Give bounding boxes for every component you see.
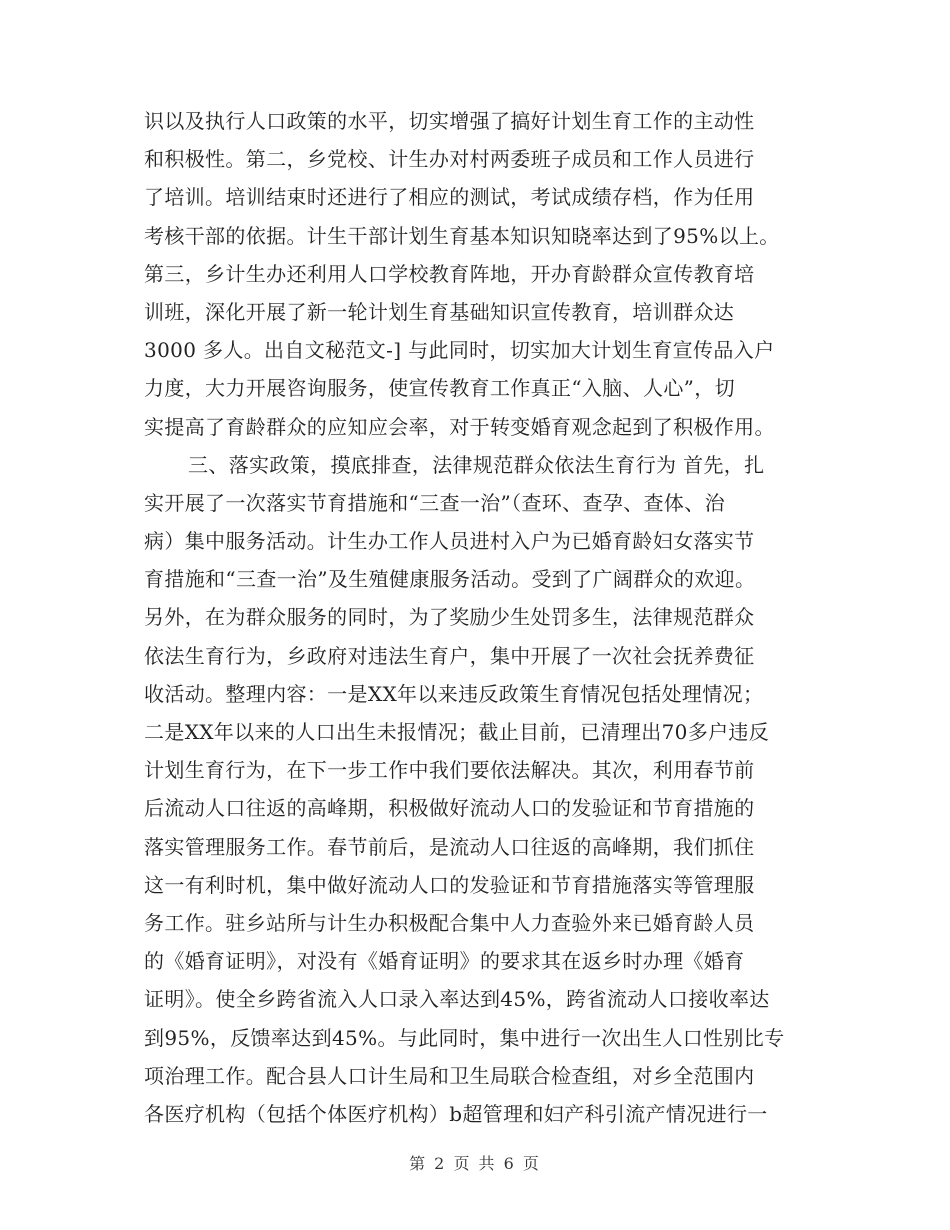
text-line: 实开展了一次落实节育措施和“三查一治”（查环、查孕、查体、治 [144, 490, 725, 515]
text-line: 和积极性。第二，乡党校、计生办对村两委班子成员和工作人员进行 [144, 147, 755, 172]
text-line: 考核干部的依据。计生干部计划生育基本知识知晓率达到了95%以上。 [144, 223, 780, 248]
text-line: 了培训。培训结束时还进行了相应的测试，考试成绩存档，作为任用 [144, 185, 755, 210]
text-line: 这一有利时机，集中做好流动人口的发验证和节育措施落实等管理服 [144, 872, 755, 897]
text-line: 各医疗机构（包括个体医疗机构）b超管理和妇产科引流产情况进行一 [144, 1101, 768, 1126]
text-line: 项治理工作。配合县人口计生局和卫生局联合检查组，对乡全范围内 [144, 1063, 755, 1088]
text-line: 识以及执行人口政策的水平，切实增强了搞好计划生育工作的主动性 [144, 109, 755, 133]
text-line: 后流动人口往返的高峰期，积极做好流动人口的发验证和节育措施的 [144, 796, 755, 821]
text-line: 病）集中服务活动。计生办工作人员进村入户为已婚育龄妇女落实节 [144, 529, 755, 554]
text-line: 二是XX年以来的人口出生未报情况；截止目前，已清理出70多户违反 [144, 720, 770, 744]
text-line: 计划生育行为，在下一步工作中我们要依法解决。其次，利用春节前 [144, 758, 755, 783]
page-footer: 第 2 页 共 6 页 [409, 1154, 541, 1173]
text-line: 实提高了育龄群众的应知应会率，对于转变婚育观念起到了积极作用。 [144, 414, 775, 439]
text-line: 育措施和“三查一治”及生殖健康服务活动。受到了广阔群众的欢迎。 [144, 567, 756, 592]
text-line: 力度，大力开展咨询服务，使宣传教育工作真正“入脑、人心”，切 [144, 376, 735, 401]
text-line: 3000 多人。出自文秘范文-] 与此同时，切实加大计划生育宣传品入户 [144, 338, 775, 363]
text-line: 落实管理服务工作。春节前后，是流动人口往返的高峰期，我们抓住 [144, 834, 755, 859]
text-line: 依法生育行为，乡政府对违法生育户，集中开展了一次社会抚养费征 [144, 643, 755, 668]
text-line: 三、落实政策，摸底排查，法律规范群众依法生育行为 首先，扎 [188, 452, 765, 477]
text-line: 的《婚育证明》，对没有《婚育证明》的要求其在返乡时办理《婚育 [144, 949, 745, 974]
text-line: 务工作。驻乡站所与计生办积极配合集中人力查验外来已婚育龄人员 [144, 910, 755, 935]
text-line: 到95%，反馈率达到45%。与此同时，集中进行一次出生人口性别比专 [144, 1025, 785, 1050]
document-body [144, 102, 812, 1133]
text-line: 证明》。使全乡跨省流入人口录入率达到45%，跨省流动人口接收率达 [144, 987, 770, 1012]
text-line: 第三，乡计生办还利用人口学校教育阵地，开办育龄群众宣传教育培 [144, 261, 755, 286]
text-line: 另外，在为群众服务的同时，为了奖励少生处罚多生，法律规范群众 [144, 605, 755, 630]
text-line: 收活动。整理内容：一是XX年以来违反政策生育情况包括处理情况； [144, 681, 764, 706]
text-line: 训班，深化开展了新一轮计划生育基础知识宣传教育，培训群众达 [144, 299, 735, 324]
